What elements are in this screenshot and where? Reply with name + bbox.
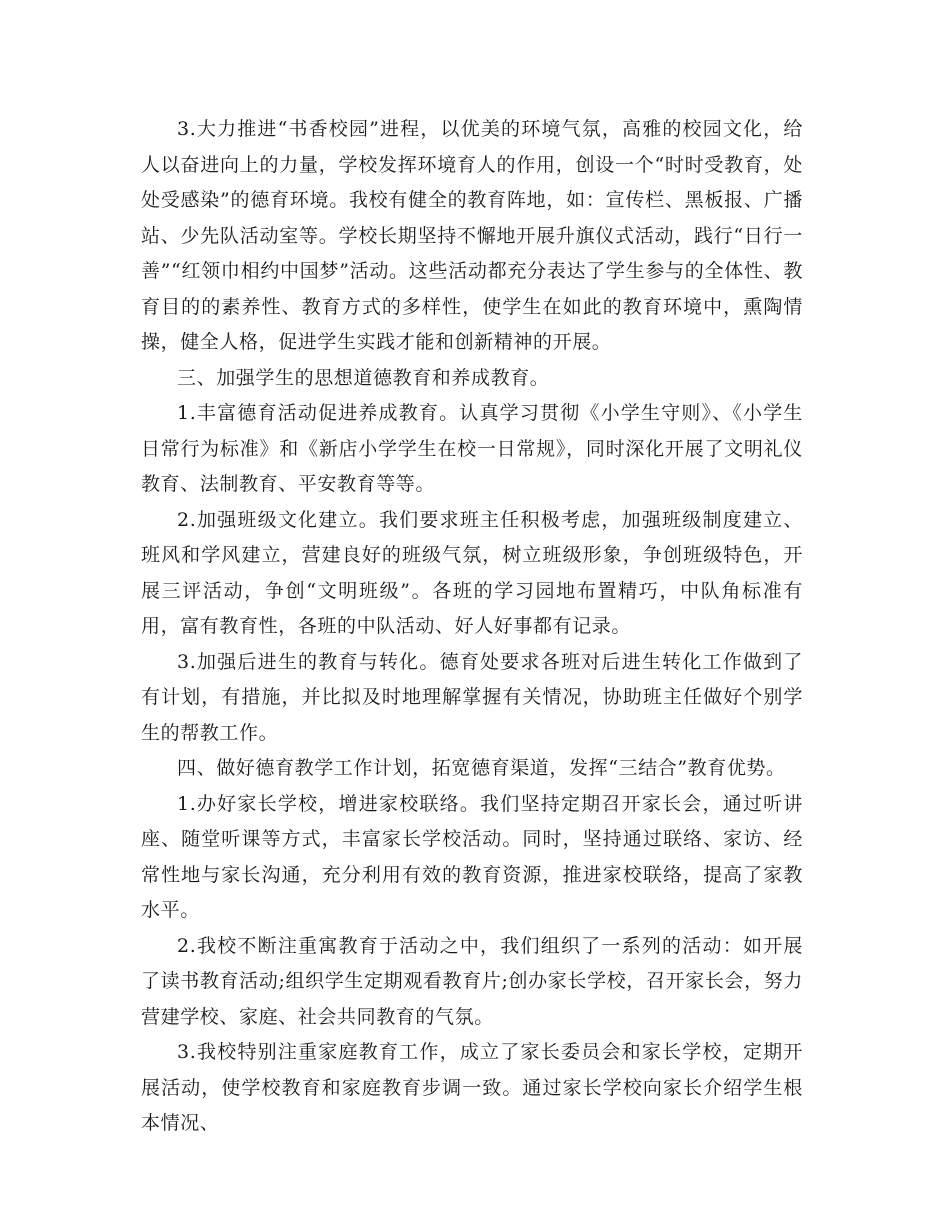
paragraph-3-book-campus: 3.大力推进“书香校园”进程，以优美的环境气氛，高雅的校园文化，给人以奋进向上的力量，学校发挥环境育人的作用，创设一个“时时受教育，处处受感染”的德育环境。我校有健全的教育阵地，如：宣传栏、黑板报、广播站、少先队活动室等。学校长期坚持不懈地开展升旗仪式活动，践行“日行一善”“红领巾相约中国梦”活动。这些活动都充分表达了学生参与的全体性、教育目的的素养性、教育方式的多样性，使学生在如此的教育环境中，熏陶情操，健全人格，促进学生实践才能和创新精神的开展。	[141, 118, 803, 353]
paragraph-3-family-education: 3.我校特别注重家庭教育工作，成立了家长委员会和家长学校，定期开展活动，使学校教育和家庭教育步调一致。通过家长学校向家长介绍学生根本情况、	[141, 1041, 803, 1134]
paragraph-2-class-culture: 2.加强班级文化建立。我们要求班主任积极考虑，加强班级制度建立、班风和学风建立，营建良好的班级气氛，树立班级形象，争创班级特色，开展三评活动，争创“文明班级”。各班的学习园地布置精巧，中队角标准有用，富有教育性，各班的中队活动、好人好事都有记录。	[141, 508, 803, 637]
paragraph-1-parent-school: 1.办好家长学校，增进家校联络。我们坚持定期召开家长会，通过听讲座、随堂听课等方式，丰富家长学校活动。同时，坚持通过联络、家访、经常性地与家长沟通，充分利用有效的教育资源，推进家校联络，提高了家教水平。	[141, 792, 803, 921]
section-heading-4: 四、做好德育教学工作计划，拓宽德育渠道，发挥“三结合”教育优势。	[177, 757, 786, 779]
document-body	[141, 112, 803, 1142]
section-heading-3: 三、加强学生的思想道德教育和养成教育。	[177, 366, 550, 389]
paragraph-3-underachievers: 3.加强后进生的教育与转化。德育处要求各班对后进生转化工作做到了有计划，有措施，并比拟及时地理解掌握有关情况，协助班主任做好个别学生的帮教工作。	[141, 650, 803, 744]
paragraph-2-activities: 2.我校不断注重寓教育于活动之中，我们组织了一系列的活动：如开展了读书教育活动;组织学生定期观看教育片;创办家长学校，召开家长会，努力营建学校、家庭、社会共同教育的气氛。	[141, 934, 803, 1028]
paragraph-1-moral-activities: 1.丰富德育活动促进养成教育。认真学习贯彻《小学生守则》、《小学生日常行为标准》和《新店小学学生在校一日常规》，同时深化开展了文明礼仪教育、法制教育、平安教育等等。	[141, 402, 803, 495]
